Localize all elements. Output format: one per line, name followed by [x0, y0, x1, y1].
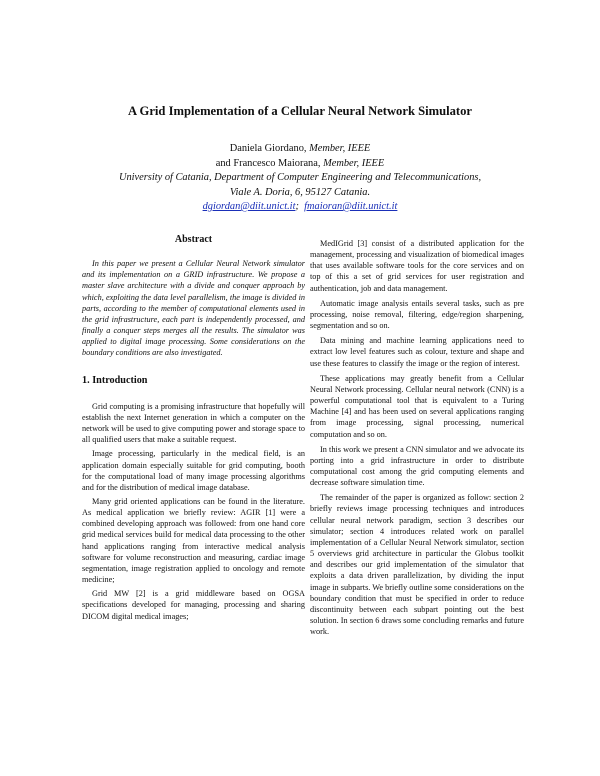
body-paragraph: MedIGrid [3] consist of a distributed application for the management, processing and visualization of biomedical images that uses available software tools for the core services and on top of this a set of grid services for user registration and authentication, job and data management. [310, 239, 524, 293]
body-paragraph: These applications may greatly benefit from a Cellular Neural Network processing. Cellular neural network (CNN) is a powerful computational tool that is equivalent to a Turing Machine [4] and has been used on several applications ranging from image processing, signal processing, numerical computation and so on. [310, 373, 524, 439]
affiliation: University of Catania, Department of Computer Engineering and Telecommunications, [118, 172, 482, 183]
intro-paragraph: Grid MW [2] is a grid middleware based on OGSA specifications developed for managing, processing and sharing DICOM digital medical images; [82, 589, 305, 621]
email-link-1[interactable]: dgiordan@diit.unict.it [202, 201, 296, 212]
email-link-2[interactable]: fmaioran@diit.unict.it [304, 201, 398, 212]
address: Viale A. Doria, 6, 95127 Catania. [229, 186, 371, 198]
author-1-role: Member, IEEE [309, 143, 371, 154]
intro-paragraph: Image processing, particularly in the medical field, is an application domain especially suitable for grid computing, booth for the computational load of many image processing algorithms and for the distribution of medical image database. [82, 449, 305, 492]
section-heading-introduction: 1. Introduction [82, 374, 148, 386]
right-column [310, 238, 524, 641]
abstract-heading: Abstract [174, 234, 213, 245]
body-paragraph: Data mining and machine learning applications need to extract low level features such as colour, texture and shape and use these features to classify the image or the region of interest. [310, 336, 524, 368]
intro-paragraph: Many grid oriented applications can be found in the literature. As medical application we briefly review: AGIR [1] were a combined developing approach was followed: from one hand core grid medical services build for medical data processing to the other hand applications ranging from interactive medical analysis software for volume reconstruction and measuring, cardiac image segmentation, image registration applied to oncology and remote medicine; [82, 496, 305, 585]
email-line [60, 200, 540, 215]
abstract-text: In this paper we present a Cellular Neural Network simulator and its implementation on a GRID infrastructure. We propose a master slave architecture with a divide and conquer approach by which, exploiting the data level parallelism, the image is divided in parts, according to the member of computational elements used in the grid infrastructure, each part is independently processed, and finally a conquer steps merges all the results. The simulator was applied to digital image processing. Some considerations on the boundary conditions are also investigated. [82, 259, 305, 358]
author-line-2 [60, 157, 540, 172]
paper-title: A Grid Implementation of a Cellular Neural Network Simulator [128, 104, 472, 118]
body-paragraph: The remainder of the paper is organized as follow: section 2 briefly reviews image processing techniques and introduces cellular neural network paradigm, section 3 describes our simulator; section 4 introduces related work on parallel implementation of a Cellular Neural Network simulator, section 5 overviews grid architecture in particular the Globus toolkit and describes our grid implementation of the simulator that exploits a data driven parallelization, by dividing the input image in subparts. We briefly outline some considerations on the boundary condition that must be specified in order to reduce discontinuity between each subpart pointing out the best solution. In section 6 draws some concluding remarks and future work. [310, 493, 524, 637]
body-paragraph: In this work we present a CNN simulator and we advocate its porting into a grid infrastructure in order to distribute computational cost among the grid computing elements and decrease software simulation time. [310, 444, 524, 488]
body-paragraph: Automatic image analysis entails several tasks, such as pre processing, noise removal, filtering, edge/region sharpening, segmentation and so on. [310, 298, 524, 331]
intro-paragraph: Grid computing is a promising infrastructure that hopefully will establish the next Internet generation in which a computer on the network will be used to give computing power and storage space to all qualified users that make a suitable request. [82, 401, 305, 445]
author-2-role: Member, IEEE [323, 157, 385, 169]
email-separator: ; [295, 201, 299, 212]
author-block [60, 142, 540, 215]
author-1-name: Daniela Giordano, [229, 143, 307, 154]
left-column [82, 234, 305, 625]
author-2-name: and Francesco Maiorana, [215, 157, 321, 169]
author-line-1 [60, 142, 540, 157]
